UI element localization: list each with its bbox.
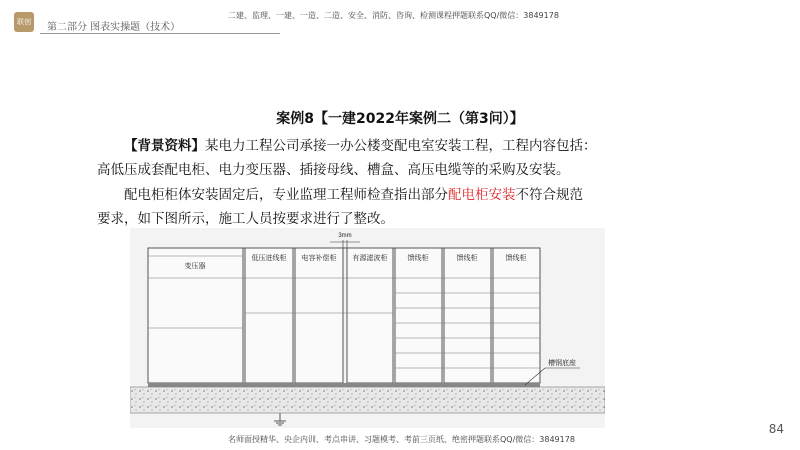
- highlight-text: 配电柜安装: [448, 187, 516, 203]
- cabinet-frame-2: [295, 248, 343, 383]
- gap-label: 3mm: [338, 233, 352, 239]
- cabinet-label-4: 馈线柜: [407, 254, 429, 262]
- cabinet-installation-diagram: [130, 228, 605, 428]
- inspection-line-2: 要求，如下图所示，施工人员按要求进行了整改。: [97, 211, 394, 227]
- case-title: 案例8【一建2022年案例二（第3问）】: [276, 111, 524, 127]
- base-label: 槽钢底座: [548, 359, 576, 367]
- inspection-text-1: 配电柜柜体安装固定后，专业监理工程师检查指出部分: [124, 187, 448, 203]
- concrete-floor: [130, 387, 605, 413]
- cabinet-frame-3: [347, 248, 393, 383]
- background-label: 【背景资料】: [124, 138, 205, 154]
- background-line-1: [97, 134, 597, 154]
- cabinet-label-1: 低压进线柜: [251, 254, 287, 262]
- page-header: [0, 0, 800, 40]
- section-title: 第二部分 图表实操题（技术）: [47, 22, 181, 33]
- cabinet-label-transformer: 变压器: [184, 262, 206, 270]
- inspection-text-2: 不符合规范: [515, 187, 583, 203]
- cabinet-frame-4: [395, 248, 442, 383]
- header-divider: [40, 33, 280, 34]
- background-line-2: 高低压成套配电柜、电力变压器、插接母线、槽盒、高压电缆等的采购及安装。: [97, 162, 570, 178]
- footer-promo-text: 名师面授精华、央企内训、考点串讲、习题模考、考前三页纸、绝密押题联系QQ/微信：3849178: [228, 435, 575, 444]
- cabinet-label-2: 电容补偿柜: [301, 254, 337, 262]
- page-number: 84: [768, 422, 784, 436]
- channel-steel-base: [148, 383, 540, 387]
- cabinet-label-3: 有源滤波柜: [352, 254, 388, 262]
- cabinet-frame-5: [444, 248, 491, 383]
- cabinet-frame-1: [245, 248, 293, 383]
- cabinet-label-6: 馈线柜: [505, 254, 527, 262]
- brand-logo: 联创: [14, 12, 34, 32]
- inspection-line-1: [97, 183, 583, 203]
- header-promo-text: 二建、监理、一建、一造、二造、安全、消防、咨询、检测课程押题联系QQ/微信：3849178: [228, 11, 559, 20]
- cabinet-label-5: 馈线柜: [456, 254, 478, 262]
- background-text-1: 某电力工程公司承接一办公楼变配电室安装工程，工程内容包括：: [205, 138, 597, 154]
- cabinet-frame-6: [493, 248, 540, 383]
